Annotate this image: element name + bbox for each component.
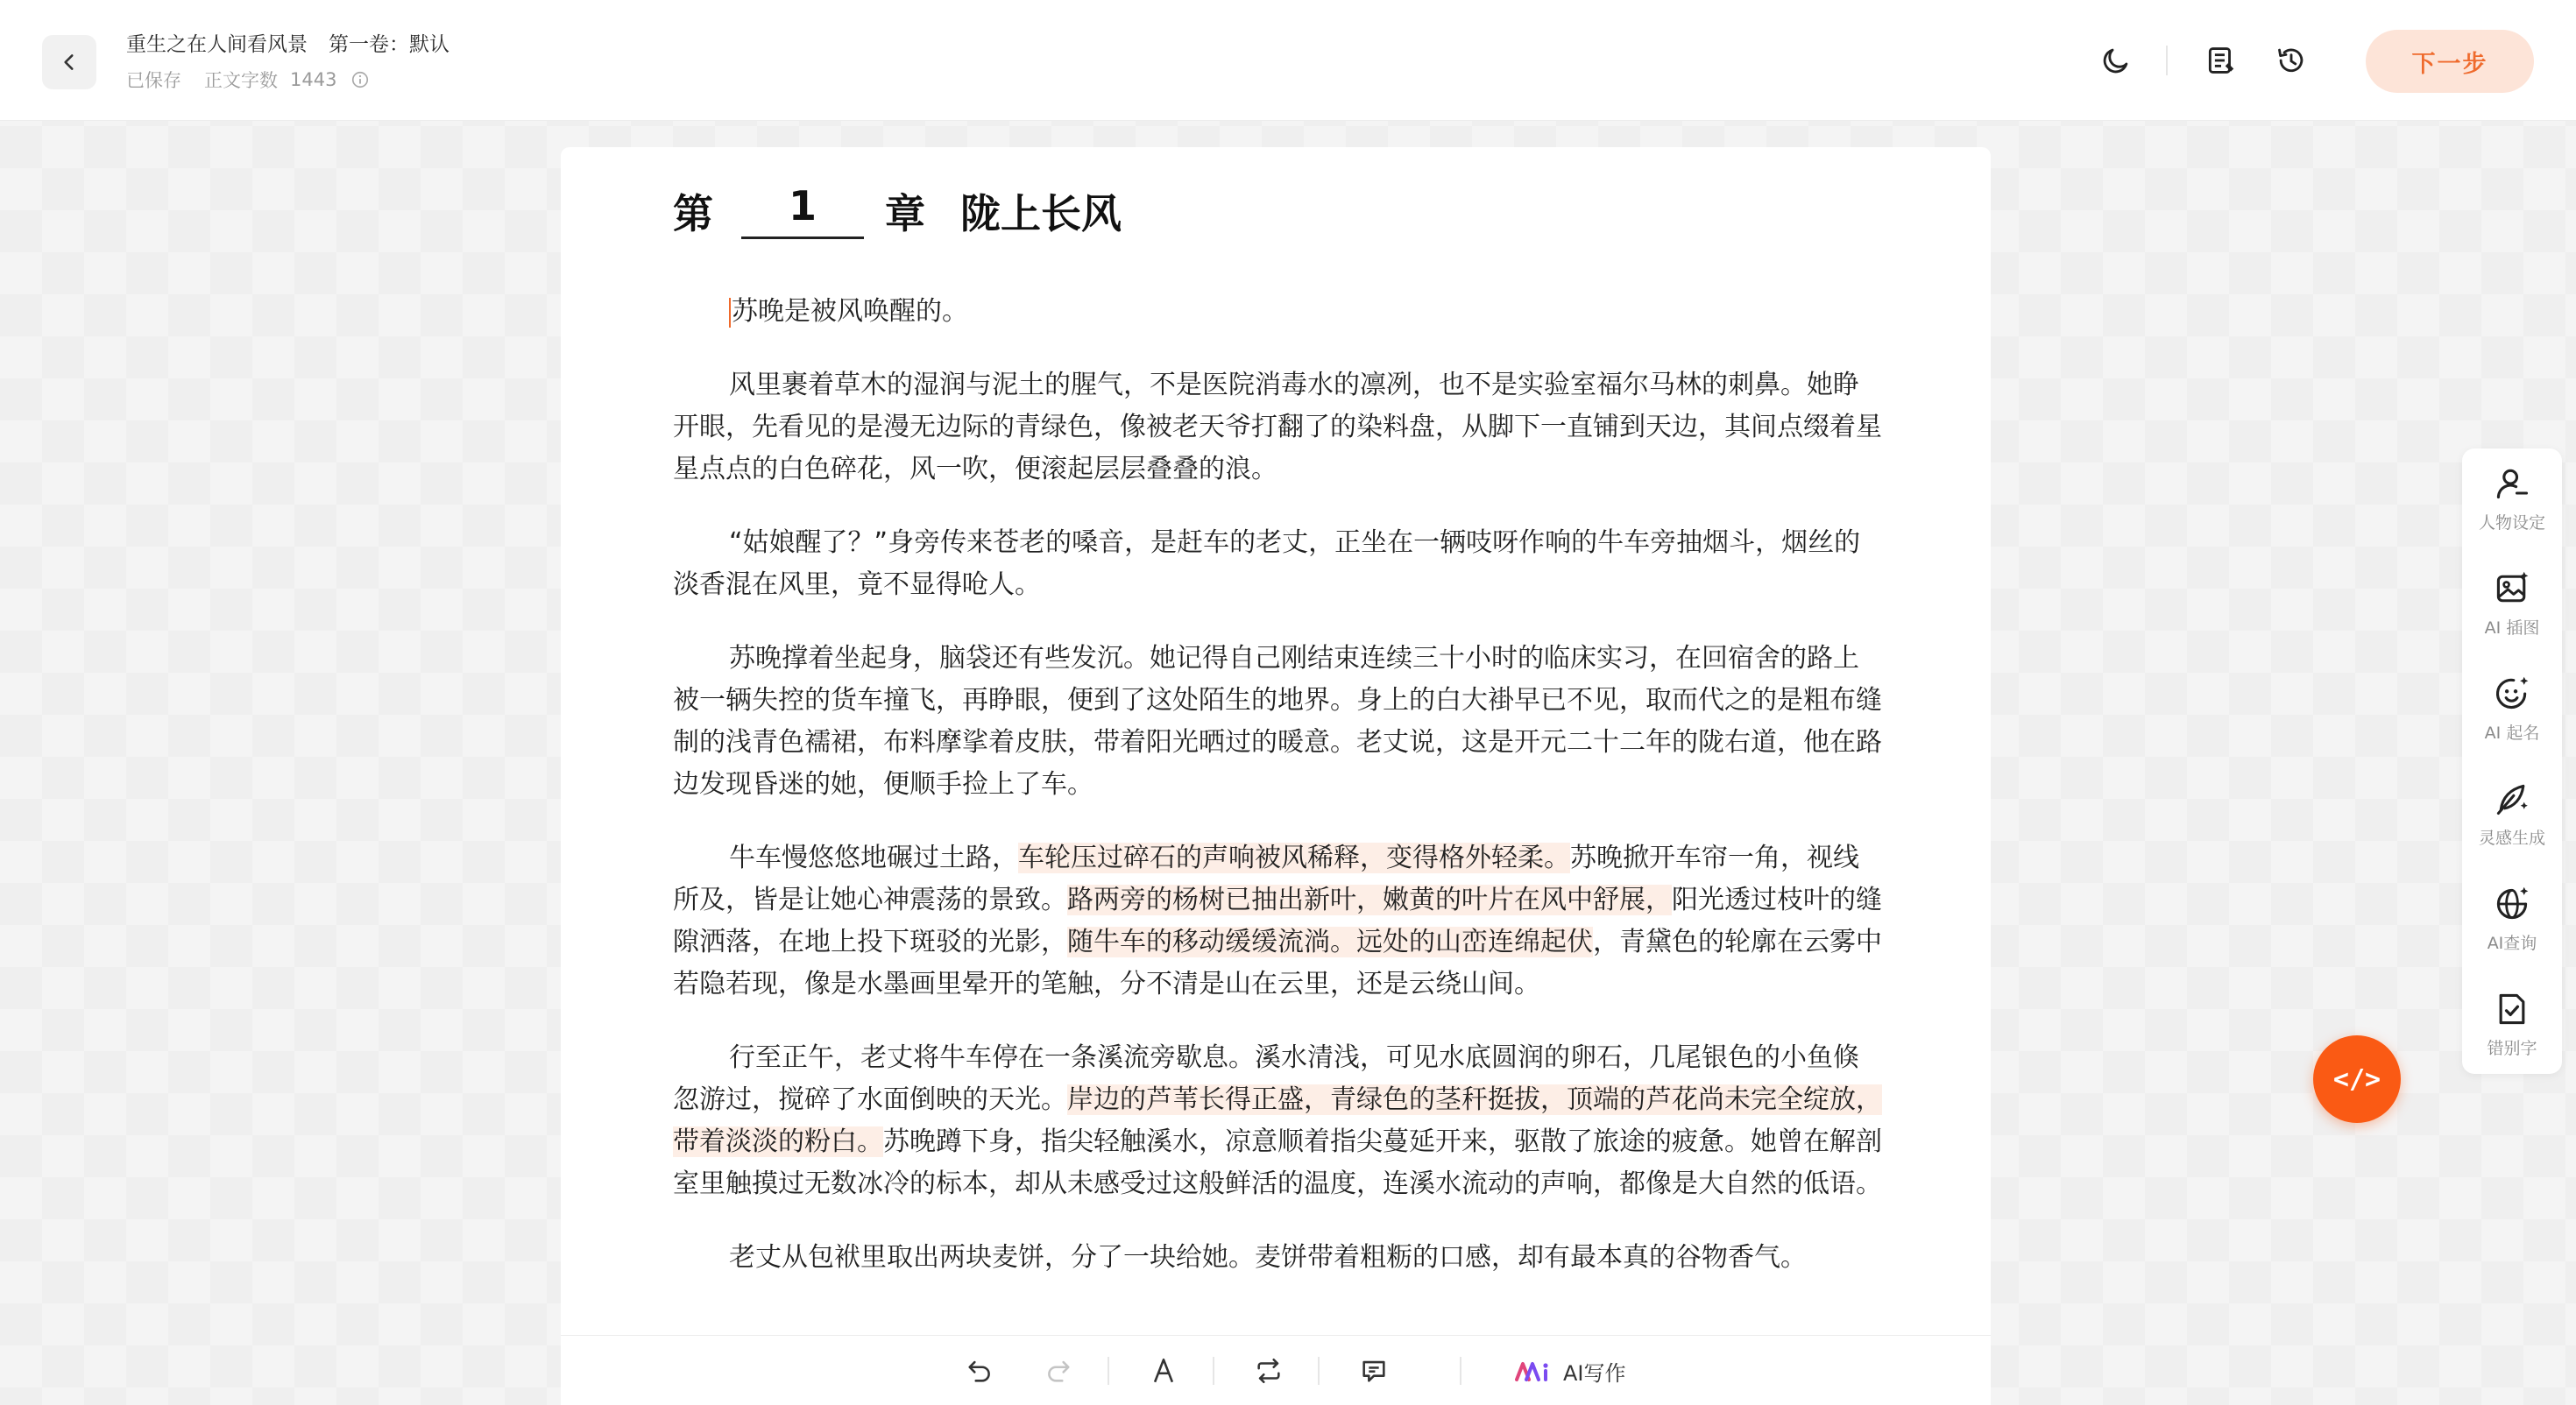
paragraph-text: 老丈从包袱里取出两块麦饼，分了一块给她。麦饼带着粗粝的口感，却有最本真的谷物香气。 [729,1242,1807,1273]
paragraph-text: 行至正午，老丈将牛车停在一条溪流旁歇息。溪水清浅，可见水底圆润的卵石，几尾银色的小鱼倏忽游过，搅碎了水面倒映的天光。 [673,1042,1859,1115]
side-tool-label: 人物设定 [2478,513,2545,533]
chapter-paragraph [673,837,1884,1006]
code-view-button[interactable]: </> [2313,1035,2401,1123]
save-status: 已保存 [126,70,181,91]
info-icon[interactable] [350,70,370,89]
chapter-paragraph [673,364,1884,491]
paragraph-text: 苏晚蹲下身，指尖轻触溪水，凉意顺着指尖蔓延开来，驱散了旅途的疲惫。她曾在解剖室里触摸过无数冰冷的标本，却从未感受过这般鲜活的温度，连溪水流动的声响，都像是大自然的低语。 [673,1126,1882,1199]
paragraph-text: 风里裹着草木的湿润与泥土的腥气，不是医院消毒水的凛冽，也不是实验室福尔马林的刺鼻。她睁开眼，先看见的是漫无边际的青绿色，像被老天爷打翻了的染料盘，从脚下一直铺到天边，其间点缀着星星点点的白色碎花，风一吹，便滚起层层叠叠的浪。 [673,370,1882,484]
chevron-left-icon [58,51,81,74]
image-icon [2493,569,2531,608]
top-header [0,0,2576,121]
side-tool-label: 错别字 [2487,1039,2537,1058]
book-title [126,28,449,57]
text-cursor [729,298,731,328]
paragraph-text: 牛车慢悠悠地碾过土路， [729,843,1018,873]
chapter-suffix: 章 [885,190,925,237]
person-icon [2493,464,2531,503]
chapter-paragraph [673,522,1884,606]
chapter-number-input[interactable]: 1 [741,182,864,239]
word-count-value: 1443 [290,69,337,90]
highlighted-text: 岸边的芦苇长得正盛，青绿色的茎秆挺拔， [1067,1084,1567,1115]
toolbar-divider [1318,1357,1320,1385]
volume-name: 第一卷：默认 [329,33,449,56]
globe-search-icon [2493,885,2531,923]
toolbar-divider [1213,1357,1214,1385]
highlighted-text: 随牛车的移动缓缓流淌。 [1067,927,1356,957]
toolbar-divider [1460,1357,1461,1385]
chapter-heading [673,182,1122,252]
chapter-paragraph [673,638,1884,806]
next-step-button[interactable]: 下一步 [2366,30,2534,93]
editor-panel [561,147,1991,1405]
smile-face-icon [2493,674,2531,713]
history-button[interactable] [2271,40,2311,81]
highlighted-text: 车轮压过碎石的声响被风稀释，变得格外轻柔。 [1018,843,1570,873]
notes-icon [2204,44,2238,77]
side-tool-inspiration[interactable] [2462,780,2562,867]
highlighted-text: 远处的山峦连绵起伏 [1356,927,1593,957]
book-name: 重生之在人间看风景 [126,33,308,56]
comment-icon [1359,1356,1389,1386]
undo-button[interactable] [960,1352,999,1390]
side-tool-character-setting[interactable] [2462,464,2562,552]
paragraph-text: 苏晚掀开车帘一角，视线所及，皆是让她心神震荡的景致。 [673,843,1859,915]
notes-button[interactable] [2201,40,2241,81]
side-tool-panel [2462,448,2562,1074]
night-mode-button[interactable] [2096,40,2136,81]
undo-icon [965,1356,994,1386]
redo-button[interactable] [1039,1352,1078,1390]
bottom-toolbar [561,1335,1991,1405]
side-tool-label: 灵感生成 [2478,829,2545,848]
paragraph-text: “姑娘醒了？”身旁传来苍老的嗓音，是赶车的老丈，正坐在一辆吱呀作响的牛车旁抽烟斗，烟丝的淡香混在风里，竟不显得呛人。 [673,527,1861,600]
history-icon [2275,44,2308,77]
chapter-paragraph [673,1237,1884,1279]
chapter-prefix: 第 [673,190,713,237]
toolbar-divider [1108,1357,1109,1385]
back-button[interactable] [42,35,96,89]
paragraph-text: ，青黛色的轮廓在云雾中若隐若现，像是水墨画里晕开的笔触，分不清是山在云里，还是云绕山间。 [673,927,1882,999]
redo-icon [1044,1356,1073,1386]
header-divider [2166,46,2168,75]
replace-icon [1254,1356,1284,1386]
text-format-button[interactable] [1144,1352,1183,1390]
text-format-icon [1149,1356,1178,1386]
side-tool-typo-check[interactable] [2462,990,2562,1077]
chapter-paragraph [673,291,1884,333]
paragraph-text: 苏晚撑着坐起身，脑袋还有些发沉。她记得自己刚结束连续三十小时的临床实习，在回宿舍的路上被一辆失控的货车撞飞，再睁眼，便到了这处陌生的地界。身上的白大褂早已不见，取而代之的是粗布缝制的浅青色襦裙，布料摩挲着皮肤，带着阳光晒过的暖意。老丈说，这是开元二十二年的陇右道，他在路边发现昏迷的她，便顺手捡上了车。 [673,643,1882,800]
side-tool-label: AI 起名 [2484,724,2540,743]
comment-button[interactable] [1355,1352,1393,1390]
replace-button[interactable] [1249,1352,1288,1390]
paragraph-text: 阳光透过枝叶的缝隙洒落，在地上投下斑驳的光影， [673,885,1882,957]
highlighted-text: 路两旁的杨树已抽出新叶，嫩黄的叶片在风中舒展， [1067,885,1672,915]
chapter-title-input[interactable]: 陇上长风 [960,190,1122,237]
ai-write-logo-icon [1514,1359,1553,1383]
moon-icon [2099,44,2133,77]
side-tool-label: AI 插图 [2484,618,2540,638]
side-tool-label: AI查询 [2487,934,2537,953]
chapter-paragraph [673,1037,1884,1205]
feather-icon [2493,780,2531,818]
ai-write-button[interactable] [1514,1352,1626,1390]
highlighted-text: 顶端的芦花尚未完全绽放，带着淡淡的粉白。 [673,1084,1882,1157]
document-meta [126,67,370,93]
document-check-icon [2493,990,2531,1028]
side-tool-ai-illustration[interactable] [2462,569,2562,657]
paragraph-text: 苏晚是被风唤醒的。 [732,296,968,327]
chapter-body-editor[interactable] [673,291,1884,1310]
word-count-label: 正文字数 [204,70,278,91]
ai-write-label: AI写作 [1563,1360,1626,1386]
side-tool-ai-query[interactable] [2462,885,2562,972]
side-tool-ai-naming[interactable] [2462,674,2562,762]
